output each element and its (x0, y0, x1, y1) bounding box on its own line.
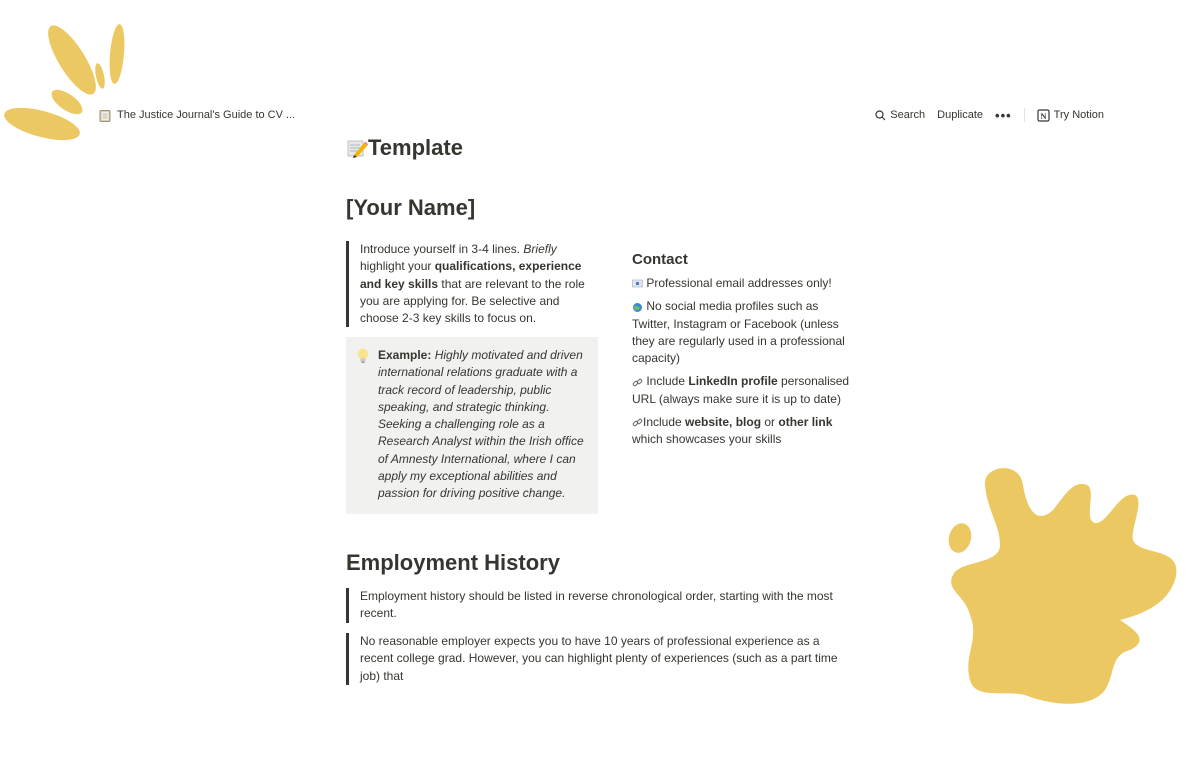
breadcrumb-title: The Justice Journal's Guide to CV ... (117, 109, 296, 121)
page-title (346, 135, 463, 161)
duplicate-label: Duplicate (937, 109, 984, 121)
more-button[interactable] (989, 108, 1018, 123)
memo-icon (346, 137, 368, 159)
top-actions (869, 104, 1110, 126)
employment-quote-1: Employment history should be listed in reverse chronological order, starting with the most recent. (346, 588, 850, 623)
notepad-icon (99, 109, 111, 122)
intro-italic: Briefly (523, 242, 557, 256)
breadcrumb[interactable] (99, 104, 295, 126)
contact-item: No social media profiles such as Twitter, Instagram or Facebook (unless they are regularly used in a professional capacity) (632, 299, 845, 366)
example-body: Highly motivated and driven international relations graduate with a track record of leadership, public speaking, and strategic thinking. Seeking a challenging role as a Research Analyst within the Irish office of Amnesty International, where I can apply my exceptional abilities and passion for driving positive change. (378, 348, 584, 501)
email-icon (632, 279, 643, 288)
more-icon: ••• (995, 107, 1012, 123)
contact-item: Include website, blog or other link which showcases your skills (632, 415, 833, 447)
employment-quote-2: No reasonable employer expects you to have 10 years of professional experience as a recent college grad. However, you can highlight plenty of experiences (such as a part time job) that (346, 633, 850, 685)
page-title-text: Template (368, 135, 463, 160)
globe-icon (632, 302, 643, 313)
divider (1024, 108, 1025, 122)
example-callout (346, 337, 598, 514)
example-label: Example: (378, 348, 432, 362)
duplicate-button[interactable] (931, 109, 989, 121)
contact-section (632, 250, 852, 455)
intro-text: highlight your (360, 259, 435, 274)
search-icon (875, 110, 886, 121)
contact-heading: Contact (632, 251, 688, 268)
intro-text: Introduce yourself in 3-4 lines. (360, 242, 524, 256)
lightbulb-icon (356, 348, 370, 366)
name-heading: [Your Name] (346, 195, 476, 220)
svg-text:N: N (1040, 110, 1047, 121)
notion-logo-icon (1037, 109, 1050, 122)
contact-item: Include LinkedIn profile personalised URL (always make sure it is up to date) (632, 374, 850, 406)
topbar (0, 104, 1199, 126)
search-label: Search (890, 109, 926, 121)
contact-item: Professional email addresses only! (632, 275, 852, 292)
try-notion-button[interactable] (1031, 109, 1110, 122)
employment-heading: Employment History (346, 550, 560, 575)
example-text (378, 347, 586, 514)
decorative-splash (945, 465, 1180, 710)
link-icon (632, 377, 643, 388)
search-button[interactable] (869, 109, 931, 121)
intro-bold: qualifications, experience and key skills (360, 259, 582, 291)
intro-quote (346, 241, 585, 327)
decorative-rays (0, 20, 135, 145)
try-notion-label: Try Notion (1053, 109, 1104, 121)
link-icon (632, 417, 643, 428)
intro-text: that are relevant to the role you are applying for. Be selective and choose 2-3 key skills to focus on. (360, 276, 585, 326)
